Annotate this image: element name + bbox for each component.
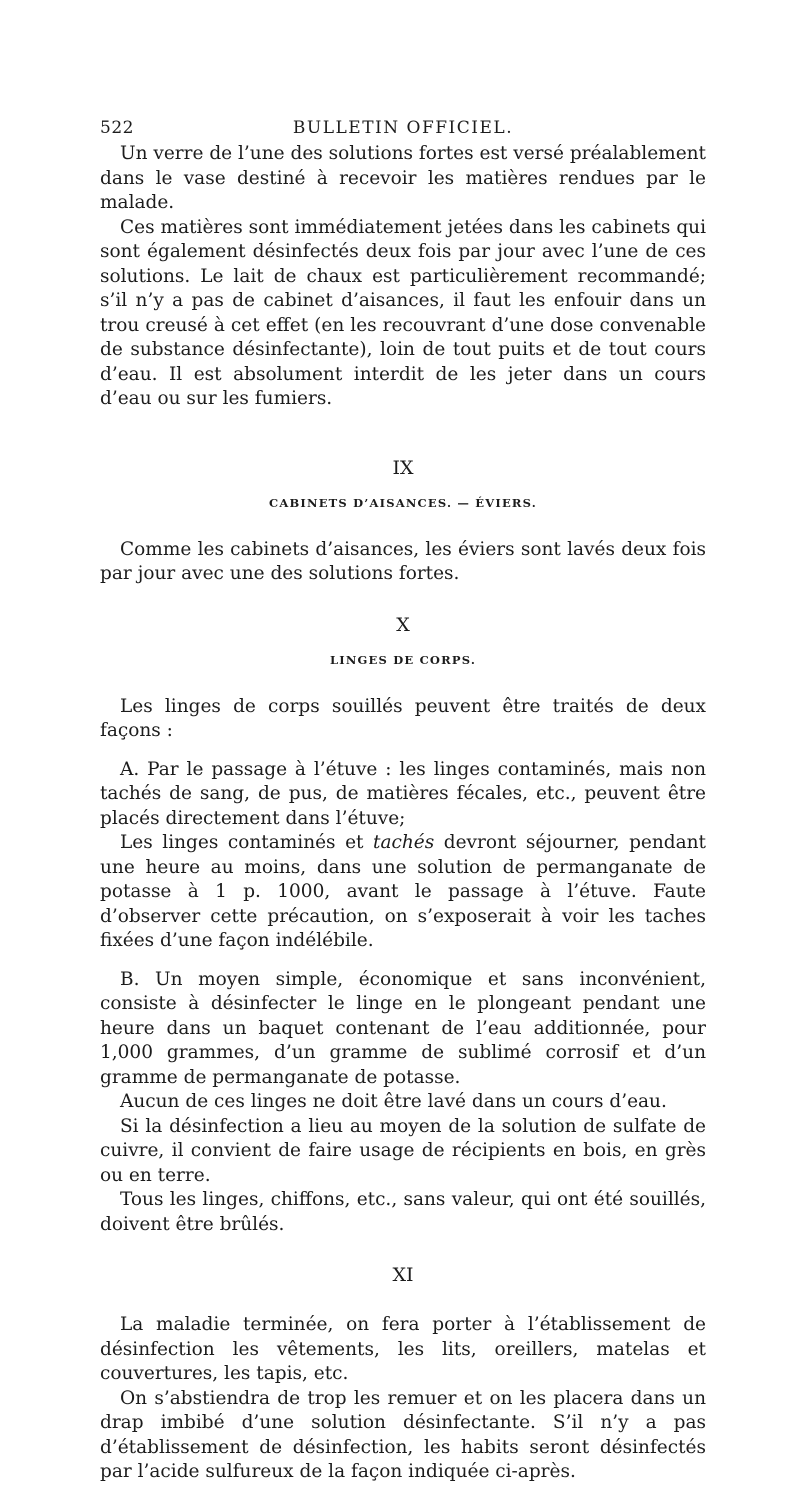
section-x-paragraph-a2: [100, 831, 706, 954]
section-x-number: X: [396, 613, 410, 636]
section-xi-paragraph-1: La maladie terminée, on fera porter à l’établissement de désinfection les vêtements, les lits, oreillers, matelas et couvertures, les tapis, etc.: [100, 1314, 706, 1384]
section-x-paragraph-a: A. Par le passage à l’étuve : les linges contaminés, mais non tachés de sang, de pus, de matières fécales, etc., peuvent être placés directement dans l’étuve;: [100, 758, 706, 829]
section-x-lead: Les linges de corps souillés peuvent être traités de deux façons :: [100, 695, 706, 741]
section-x-title: LINGES DE CORPS.: [329, 652, 477, 667]
section-x-paragraph-e: Tous les linges, chiffons, etc., sans valeur, qui ont été souillés, doivent être brûlés.: [100, 1189, 706, 1235]
intro-paragraph-2: Ces matières sont immédiatement jetées dans les cabinets qui sont également désinfectés deux fois par jour avec l’une de ces solutions. Le lait de chaux est particulièrement recommandé; s’il n’y a pas de cabinet d’aisances, il faut les enfouir dans un trou creusé à cet effet (en les recouvrant d’une dose convenable de substance désinfectante), loin de tout puits et de tout cours d’eau. Il est absolument interdit de les jeter dans un cours d’eau ou sur les fumiers.: [100, 216, 706, 409]
intro-paragraph-1: Un verre de l’une des solutions fortes est versé préalablement dans le vase destiné à recevoir les matières rendues par le malade.: [100, 143, 706, 213]
paragraph-a2-text-end: devront séjourner, pendant une heure au moins, dans une solution de permanganate de potasse à 1 p. 1000, avant le passage à l’étuve. Faute d’observer cette précaution, on s’exposerait à voir les taches fixées d’une façon indélébile.: [100, 832, 706, 951]
section-x-paragraph-d: Si la désinfection a lieu au moyen de la solution de sulfate de cuivre, il convient de faire usage de récipients en bois, en grès ou en terre.: [100, 1115, 706, 1186]
section-ix-number: IX: [392, 456, 414, 479]
page-number: 522: [100, 118, 134, 138]
section-x-paragraph-b: B. Un moyen simple, économique et sans inconvénient, consiste à désinfecter le linge en le plongeant pendant une heure dans un baquet contenant de l’eau additionnée, pour 1,000 grammes, d’un gramme de sublimé corrosif et d’un gramme de permanganate de potasse.: [100, 968, 706, 1088]
header-title: BULLETIN OFFICIEL.: [292, 118, 514, 138]
paragraph-a2-text-start: Les linges contaminés et: [120, 832, 374, 853]
section-xi-paragraph-2: On s’abstiendra de trop les remuer et on les placera dans un drap imbibé d’une solution désinfectante. S’il n’y a pas d’établissement de désinfection, les habits seront désinfectés par l’acide sulfureux de la façon indiquée ci-après.: [100, 1387, 706, 1482]
section-xi-number: XI: [392, 1264, 414, 1286]
section-x-paragraph-c: Aucun de ces linges ne doit être lavé dans un cours d’eau.: [120, 1091, 667, 1112]
document-page: [100, 112, 706, 1485]
section-ix-paragraph: Comme les cabinets d’aisances, les éviers sont lavés deux fois par jour avec une des solutions fortes.: [100, 538, 706, 584]
paragraph-a2-emphasis: tachés: [373, 832, 435, 853]
section-ix-title: CABINETS D’AISANCES. — ÉVIERS.: [269, 495, 537, 510]
running-head: [100, 112, 706, 142]
